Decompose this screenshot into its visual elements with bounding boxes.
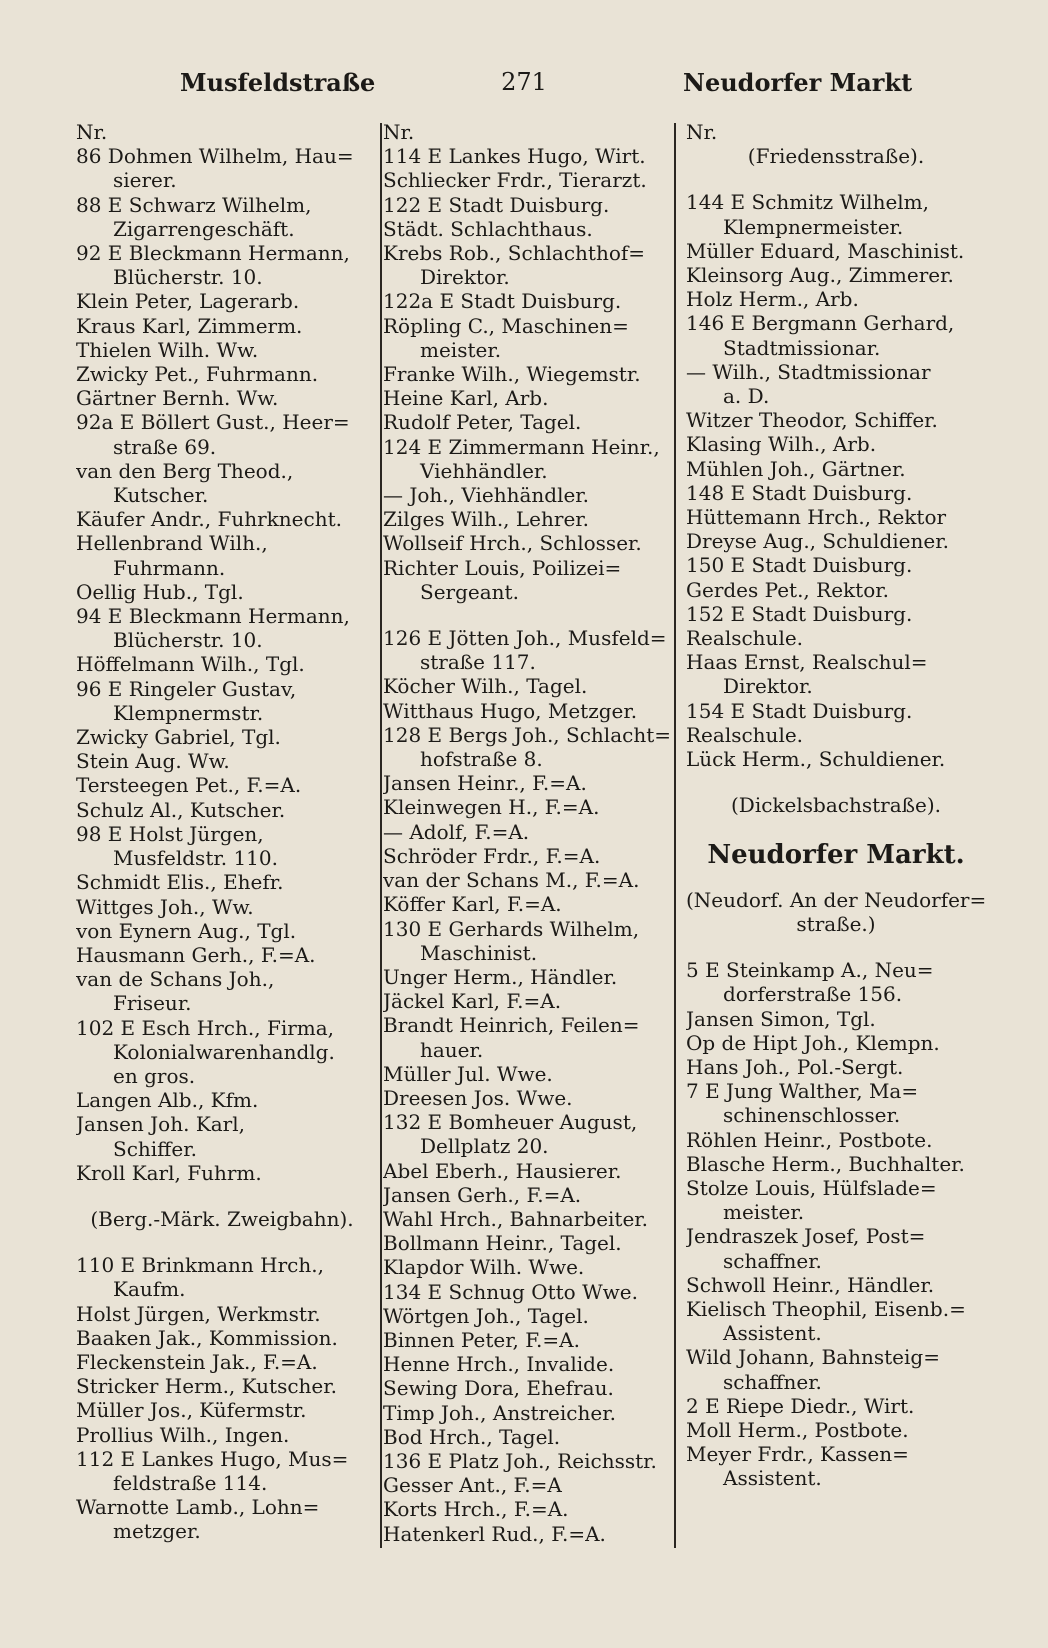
- entry-continuation: Zigarrengeschäft.: [113, 216, 295, 241]
- entry-continuation: Blücherstr. 10.: [113, 265, 263, 290]
- spacer: [76, 1231, 368, 1253]
- column-1: [76, 120, 368, 1544]
- resident-entry: Mühlen Joh., Gärtner.: [686, 456, 906, 481]
- house-entry: 154 E Stadt Duisburg.: [686, 698, 913, 723]
- entry-continuation: Schiffer.: [113, 1136, 197, 1161]
- resident-entry: — Wilh., Stadtmissionar: [686, 359, 931, 384]
- house-entry: 92a E Böllert Gust., Heer=: [76, 410, 350, 435]
- house-entry: 88 E Schwarz Wilhelm,: [76, 192, 312, 217]
- house-entry: 2 E Riepe Diedr., Wirt.: [686, 1393, 915, 1418]
- resident-entry: Müller Eduard, Maschinist.: [686, 238, 965, 263]
- resident-entry: Witzer Theodor, Schiffer.: [686, 408, 938, 433]
- house-entry: 7 E Jung Walther, Ma=: [686, 1079, 919, 1104]
- resident-entry: Wild Johann, Bahnsteig=: [686, 1345, 940, 1370]
- entry-continuation: Maschinist.: [420, 940, 538, 965]
- resident-entry: Schröder Frdr., F.=A.: [383, 843, 601, 868]
- resident-entry: Richter Louis, Poilizei=: [383, 555, 622, 580]
- resident-entry: Lück Herm., Schuldiener.: [686, 747, 946, 772]
- house-entry: 5 E Steinkamp A., Neu=: [686, 958, 934, 983]
- entry-continuation: Viehhändler.: [420, 458, 548, 483]
- resident-entry: Schmidt Elis., Ehefr.: [76, 870, 284, 895]
- resident-entry: Kroll Karl, Fuhrm.: [76, 1160, 262, 1185]
- resident-entry: Gesser Ant., F.=A: [383, 1473, 562, 1498]
- resident-entry: Wollseif Hrch., Schlosser.: [383, 531, 642, 556]
- house-entry: 136 E Platz Joh., Reichsstr.: [383, 1448, 657, 1473]
- resident-entry: Fleckenstein Jak., F.=A.: [76, 1349, 318, 1374]
- resident-entry: Heine Karl, Arb.: [383, 386, 549, 411]
- entry-continuation: hauer.: [420, 1037, 484, 1062]
- resident-entry: Klapdor Wilh. Wwe.: [383, 1255, 585, 1280]
- resident-entry: Röpling C., Maschinen=: [383, 313, 629, 338]
- entry-continuation: Blücherstr. 10.: [113, 628, 263, 653]
- resident-entry: Holz Herm., Arb.: [686, 287, 859, 312]
- house-entry: 132 E Bomheuer August,: [383, 1110, 638, 1135]
- resident-entry: Binnen Peter, F.=A.: [383, 1327, 580, 1352]
- page-number: 271: [501, 68, 547, 96]
- resident-entry: Stolze Louis, Hülfslade=: [686, 1175, 937, 1200]
- street-note: (Friedensstraße).: [747, 144, 925, 169]
- house-entry: 124 E Zimmermann Heinr.,: [383, 434, 660, 459]
- entry-continuation: en gros.: [113, 1063, 196, 1088]
- resident-entry: van de Schans Joh.,: [76, 967, 275, 992]
- house-entry: 86 Dohmen Wilhelm, Hau=: [76, 144, 354, 169]
- resident-entry: Hans Joh., Pol.-Sergt.: [686, 1054, 904, 1079]
- column-3: [686, 120, 986, 1491]
- resident-entry: Kielisch Theophil, Eisenb.=: [686, 1296, 966, 1321]
- resident-entry: Hüttemann Hrch., Rektor: [686, 505, 947, 530]
- house-entry: 126 E Jötten Joh., Musfeld=: [383, 626, 667, 651]
- resident-entry: Rudolf Peter, Tagel.: [383, 410, 582, 435]
- resident-entry: Klein Peter, Lagerarb.: [76, 289, 300, 314]
- spacer: [76, 1185, 368, 1207]
- column-label: Nr.: [383, 120, 415, 144]
- house-entry: 128 E Bergs Joh., Schlacht=: [383, 722, 671, 747]
- resident-entry: Moll Herm., Postbote.: [686, 1417, 909, 1442]
- resident-entry: Meyer Frdr., Kassen=: [686, 1442, 909, 1467]
- resident-entry: Schwoll Heinr., Händler.: [686, 1272, 935, 1297]
- resident-entry: Jansen Heinr., F.=A.: [383, 771, 587, 796]
- resident-entry: — Joh., Viehhändler.: [383, 483, 590, 508]
- resident-entry: Haas Ernst, Realschul=: [686, 650, 928, 675]
- resident-entry: Wittges Joh., Ww.: [76, 894, 254, 919]
- resident-entry: Bollmann Heinr., Tagel.: [383, 1231, 622, 1256]
- house-entry: 150 E Stadt Duisburg.: [686, 553, 913, 578]
- resident-entry: van den Berg Theod.,: [76, 458, 294, 483]
- entry-continuation: Friseur.: [113, 991, 192, 1016]
- house-entry: 130 E Gerhards Wilhelm,: [383, 916, 640, 941]
- resident-entry: Dreesen Jos. Wwe.: [383, 1085, 573, 1110]
- entry-continuation: schaffner.: [723, 1248, 822, 1273]
- resident-entry: Müller Jul. Wwe.: [383, 1061, 553, 1086]
- resident-entry: Hatenkerl Rud., F.=A.: [383, 1521, 606, 1546]
- resident-entry: Zwicky Pet., Fuhrmann.: [76, 362, 319, 387]
- resident-entry: Brandt Heinrich, Feilen=: [383, 1013, 640, 1038]
- resident-entry: Hellenbrand Wilh.,: [76, 531, 268, 556]
- entry-continuation: Assistent.: [723, 1466, 822, 1491]
- resident-entry: Langen Alb., Kfm.: [76, 1088, 259, 1113]
- resident-entry: Höffelmann Wilh., Tgl.: [76, 652, 305, 677]
- column-divider: [380, 123, 382, 1548]
- street-note: (Dickelsbachstraße).: [731, 793, 941, 818]
- resident-entry: Realschule.: [686, 722, 804, 747]
- house-entry: 110 E Brinkmann Hrch.,: [76, 1253, 324, 1278]
- entry-continuation: Direktor.: [723, 674, 813, 699]
- resident-entry: Kraus Karl, Zimmerm.: [76, 313, 303, 338]
- resident-entry: Kleinsorg Aug., Zimmerer.: [686, 263, 954, 288]
- house-entry: 102 E Esch Hrch., Firma,: [76, 1015, 335, 1040]
- house-entry: 114 E Lankes Hugo, Wirt.: [383, 144, 646, 169]
- spacer: [383, 604, 675, 626]
- resident-entry: Witthaus Hugo, Metzger.: [383, 698, 638, 723]
- entry-continuation: dorferstraße 156.: [723, 982, 903, 1007]
- street-note: (Berg.-Märk. Zweigbahn).: [90, 1206, 354, 1231]
- resident-entry: Schliecker Frdr., Tierarzt.: [383, 168, 647, 193]
- resident-entry: Gerdes Pet., Rektor.: [686, 577, 889, 602]
- resident-entry: Holst Jürgen, Werkmstr.: [76, 1301, 321, 1326]
- resident-entry: Krebs Rob., Schlachthof=: [383, 241, 646, 266]
- column-2: [383, 120, 675, 1546]
- resident-entry: Korts Hrch., F.=A.: [383, 1497, 569, 1522]
- resident-entry: Gärtner Bernh. Ww.: [76, 386, 279, 411]
- entry-continuation: Direktor.: [420, 265, 510, 290]
- entry-continuation: a. D.: [723, 384, 770, 409]
- resident-entry: Klasing Wilh., Arb.: [686, 432, 877, 457]
- house-entry: 152 E Stadt Duisburg.: [686, 601, 913, 626]
- entry-continuation: straße 117.: [420, 650, 536, 675]
- resident-entry: Dreyse Aug., Schuldiener.: [686, 529, 949, 554]
- entry-continuation: Klempnermeister.: [723, 214, 904, 239]
- entry-continuation: feldstraße 114.: [113, 1470, 268, 1495]
- house-entry: 96 E Ringeler Gustav,: [76, 676, 297, 701]
- entry-continuation: Kolonialwarenhandlg.: [113, 1039, 335, 1064]
- resident-entry: Bod Hrch., Tagel.: [383, 1424, 561, 1449]
- entry-continuation: Dellplatz 20.: [420, 1134, 549, 1159]
- resident-entry: Blasche Herm., Buchhalter.: [686, 1151, 965, 1176]
- resident-entry: Jendraszek Josef, Post=: [686, 1224, 926, 1249]
- resident-entry: Köcher Wilh., Tagel.: [383, 674, 588, 699]
- entry-continuation: Sergeant.: [420, 579, 519, 604]
- resident-entry: Abel Eberh., Hausierer.: [383, 1158, 622, 1183]
- house-entry: 98 E Holst Jürgen,: [76, 821, 264, 846]
- spacer: [686, 936, 986, 958]
- entry-continuation: schaffner.: [723, 1369, 822, 1394]
- resident-entry: van der Schans M., F.=A.: [383, 868, 640, 893]
- house-entry: 134 E Schnug Otto Wwe.: [383, 1279, 638, 1304]
- column-label: Nr.: [686, 120, 718, 144]
- entry-continuation: Fuhrmann.: [113, 555, 226, 580]
- column-label: Nr.: [76, 120, 108, 144]
- resident-entry: Zilges Wilh., Lehrer.: [383, 507, 590, 532]
- resident-entry: Jäckel Karl, F.=A.: [383, 989, 562, 1014]
- resident-entry: Realschule.: [686, 626, 804, 651]
- resident-entry: Warnotte Lamb., Lohn=: [76, 1495, 320, 1520]
- resident-entry: Müller Jos., Küfermstr.: [76, 1398, 307, 1423]
- resident-entry: Röhlen Heinr., Postbote.: [686, 1127, 933, 1152]
- resident-entry: Kleinwegen H., F.=A.: [383, 795, 600, 820]
- entry-continuation: straße 69.: [113, 434, 217, 459]
- resident-entry: Stein Aug. Ww.: [76, 749, 230, 774]
- running-head-left: Musfeldstraße: [180, 68, 376, 97]
- entry-continuation: meister.: [723, 1200, 805, 1225]
- resident-entry: Henne Hrch., Invalide.: [383, 1352, 615, 1377]
- resident-entry: Tersteegen Pet., F.=A.: [76, 773, 302, 798]
- entry-continuation: sierer.: [113, 168, 177, 193]
- resident-entry: Hausmann Gerh., F.=A.: [76, 942, 316, 967]
- entry-continuation: schinenschlosser.: [723, 1103, 901, 1128]
- resident-entry: Timp Joh., Anstreicher.: [383, 1400, 616, 1425]
- resident-entry: Jansen Simon, Tgl.: [686, 1006, 876, 1031]
- entry-continuation: meister.: [420, 337, 502, 362]
- house-entry: 146 E Bergmann Gerhard,: [686, 311, 955, 336]
- street-note: straße.): [796, 911, 876, 936]
- entry-continuation: hofstraße 8.: [420, 747, 543, 772]
- column-divider: [674, 123, 676, 1548]
- house-entry: 112 E Lankes Hugo, Mus=: [76, 1446, 349, 1471]
- resident-entry: Wahl Hrch., Bahnarbeiter.: [383, 1206, 649, 1231]
- resident-entry: von Eynern Aug., Tgl.: [76, 918, 297, 943]
- entry-continuation: Assistent.: [723, 1321, 822, 1346]
- house-entry: 148 E Stadt Duisburg.: [686, 480, 913, 505]
- resident-entry: Jansen Joh. Karl,: [76, 1112, 245, 1137]
- house-entry: 92 E Bleckmann Hermann,: [76, 241, 350, 266]
- spacer: [686, 168, 986, 190]
- entry-continuation: Musfeldstr. 110.: [113, 846, 278, 871]
- resident-entry: Köffer Karl, F.=A.: [383, 892, 562, 917]
- resident-entry: Jansen Gerh., F.=A.: [383, 1182, 582, 1207]
- resident-entry: Prollius Wilh., Ingen.: [76, 1422, 290, 1447]
- resident-entry: Op de Hipt Joh., Klempn.: [686, 1030, 940, 1055]
- resident-entry: Wörtgen Joh., Tagel.: [383, 1303, 589, 1328]
- resident-entry: Städt. Schlachthaus.: [383, 216, 593, 241]
- resident-entry: Oellig Hub., Tgl.: [76, 579, 244, 604]
- resident-entry: — Adolf, F.=A.: [383, 819, 530, 844]
- resident-entry: Thielen Wilh. Ww.: [76, 337, 259, 362]
- section-heading: Neudorfer Markt.: [707, 840, 965, 871]
- resident-entry: Franke Wilh., Wiegemstr.: [383, 362, 641, 387]
- entry-continuation: Klempnermstr.: [113, 700, 264, 725]
- entry-continuation: metzger.: [113, 1519, 201, 1544]
- house-entry: 94 E Bleckmann Hermann,: [76, 604, 350, 629]
- entry-continuation: Kaufm.: [113, 1277, 186, 1302]
- resident-entry: Stricker Herm., Kutscher.: [76, 1374, 337, 1399]
- house-entry: 144 E Schmitz Wilhelm,: [686, 190, 929, 215]
- resident-entry: Unger Herm., Händler.: [383, 964, 618, 989]
- resident-entry: Sewing Dora, Ehefrau.: [383, 1376, 614, 1401]
- resident-entry: Schulz Al., Kutscher.: [76, 797, 286, 822]
- running-head-right: Neudorfer Markt: [683, 68, 913, 97]
- house-entry: 122a E Stadt Duisburg.: [383, 289, 622, 314]
- resident-entry: Zwicky Gabriel, Tgl.: [76, 725, 281, 750]
- entry-continuation: Kutscher.: [113, 483, 209, 508]
- resident-entry: Käufer Andr., Fuhrknecht.: [76, 507, 342, 532]
- spacer: [686, 771, 986, 793]
- house-entry: 122 E Stadt Duisburg.: [383, 192, 610, 217]
- resident-entry: Baaken Jak., Kommission.: [76, 1325, 338, 1350]
- entry-continuation: Stadtmissionar.: [723, 335, 881, 360]
- house-entry: (Neudorf. An der Neudorfer=: [686, 887, 986, 912]
